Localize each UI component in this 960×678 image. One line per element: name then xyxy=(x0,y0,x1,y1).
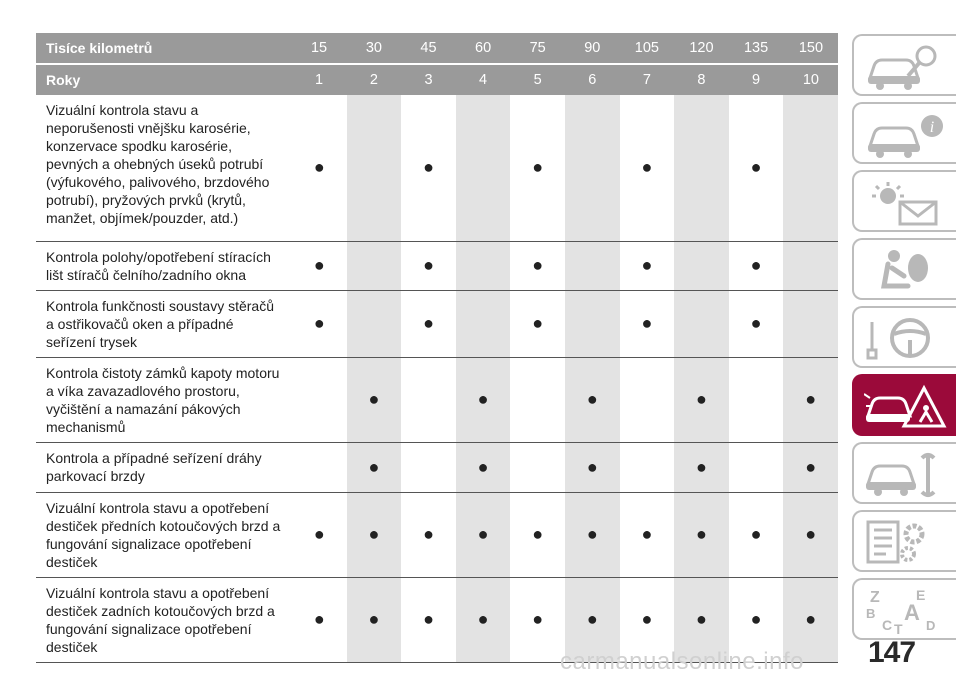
check-marker: ● xyxy=(696,456,707,477)
operation-label-line: destiček xyxy=(46,553,98,570)
interval-cell xyxy=(783,442,838,492)
svg-text:i: i xyxy=(929,119,935,136)
interval-cell xyxy=(401,241,456,290)
interval-cell xyxy=(674,442,729,492)
index-letter: D xyxy=(926,618,936,633)
operation-label xyxy=(36,241,292,290)
interval-cell xyxy=(456,290,511,357)
interval-cell xyxy=(565,442,620,492)
interval-cell xyxy=(620,492,675,577)
tab-seat-airbag[interactable] xyxy=(852,238,956,300)
interval-cell xyxy=(456,442,511,492)
operation-label-line: vyčištění a namazání pákových xyxy=(46,400,241,417)
year-cell: 4 xyxy=(456,64,511,95)
index-letter: B xyxy=(866,606,876,621)
check-marker: ● xyxy=(532,157,544,178)
operation-label-line: Vizuální kontrola stavu a opotřebení xyxy=(46,584,270,601)
operation-label-line: pevných a ohebných úseků potrubí xyxy=(46,156,264,172)
spec-sheet-gears-icon xyxy=(864,518,948,568)
operation-label-line: a víka zavazadlového prostoru, xyxy=(46,382,240,399)
interval-cell xyxy=(783,95,838,241)
km-cell: 45 xyxy=(401,33,456,64)
interval-cell xyxy=(729,241,784,290)
tab-maintenance[interactable] xyxy=(852,442,956,504)
km-cell: 120 xyxy=(674,33,729,64)
interval-cell xyxy=(401,492,456,577)
km-cell: 105 xyxy=(620,33,675,64)
interval-cell xyxy=(401,442,456,492)
year-cell: 6 xyxy=(565,64,620,95)
check-marker: ● xyxy=(368,456,380,477)
operation-label xyxy=(36,442,292,492)
check-marker: ● xyxy=(423,524,434,544)
check-marker: ● xyxy=(805,609,817,629)
km-cell: 30 xyxy=(347,33,402,64)
check-marker: ● xyxy=(532,313,544,333)
year-cell: 1 xyxy=(292,64,347,95)
year-cell: 7 xyxy=(620,64,675,95)
schedule-row xyxy=(36,290,838,357)
check-marker: ● xyxy=(368,609,380,629)
schedule-row xyxy=(36,241,838,290)
interval-cell xyxy=(620,290,675,357)
interval-cell xyxy=(674,241,729,290)
operation-label xyxy=(36,577,292,662)
tab-index[interactable] xyxy=(852,578,956,640)
check-marker: ● xyxy=(423,157,434,178)
operation-label-line: lišt stíračů čelního/zadního okna xyxy=(46,266,247,283)
interval-cell xyxy=(674,357,729,442)
tab-car-info[interactable] xyxy=(852,102,956,164)
interval-cell xyxy=(510,492,565,577)
operation-label-line: Vizuální kontrola stavu a xyxy=(46,102,199,118)
check-marker: ● xyxy=(532,609,544,629)
watermark: carmanualsonline.info xyxy=(560,648,804,675)
interval-cell xyxy=(565,492,620,577)
check-marker: ● xyxy=(477,524,489,544)
operation-label-line: Kontrola a případné seřízení dráhy xyxy=(46,449,262,466)
interval-cell xyxy=(510,290,565,357)
check-marker: ● xyxy=(586,456,598,477)
interval-cell xyxy=(292,357,347,442)
interval-cell xyxy=(456,95,511,241)
operation-label xyxy=(36,492,292,577)
operation-label-line: destiček xyxy=(46,638,98,655)
index-letter: A xyxy=(904,600,920,625)
check-marker: ● xyxy=(313,255,325,275)
interval-cell xyxy=(292,442,347,492)
check-marker: ● xyxy=(696,609,707,629)
interval-cell xyxy=(292,290,347,357)
interval-cell xyxy=(565,290,620,357)
interval-cell xyxy=(565,95,620,241)
check-marker: ● xyxy=(586,389,598,409)
header-km-label: Tisíce kilometrů xyxy=(36,33,292,64)
check-marker: ● xyxy=(641,313,653,333)
operation-label-line: (výfukového, palivového, brzdového xyxy=(46,174,270,190)
operation-label-line: neporušenosti vnějšku karosérie, xyxy=(46,120,251,136)
interval-cell xyxy=(510,357,565,442)
operation-label-line: Kontrola čistoty zámků kapoty motoru xyxy=(46,364,280,381)
tab-warning-lights[interactable] xyxy=(852,170,956,232)
interval-cell xyxy=(347,492,402,577)
seat-airbag-icon xyxy=(864,246,948,296)
check-marker: ● xyxy=(750,609,762,629)
interval-cell xyxy=(620,95,675,241)
check-marker: ● xyxy=(750,255,762,275)
check-marker: ● xyxy=(477,456,489,477)
interval-cell xyxy=(729,95,784,241)
interval-cell xyxy=(783,290,838,357)
interval-cell xyxy=(674,290,729,357)
km-cell: 15 xyxy=(292,33,347,64)
interval-cell xyxy=(347,95,402,241)
check-marker: ● xyxy=(313,313,325,333)
interval-cell xyxy=(620,241,675,290)
steering-wheel-key-icon xyxy=(864,314,948,364)
header-row-km xyxy=(36,33,838,64)
check-marker: ● xyxy=(805,456,817,477)
check-marker: ● xyxy=(368,524,380,544)
interval-cell xyxy=(674,492,729,577)
year-cell: 5 xyxy=(510,64,565,95)
interval-cell xyxy=(401,290,456,357)
car-crash-warning-icon xyxy=(864,382,948,432)
operation-label-line: potrubí), pryžových prvků (krytů, xyxy=(46,192,246,208)
interval-cell xyxy=(729,290,784,357)
interval-cell xyxy=(729,492,784,577)
interval-cell xyxy=(456,241,511,290)
operation-label xyxy=(36,357,292,442)
interval-cell xyxy=(347,290,402,357)
check-marker: ● xyxy=(641,524,653,544)
km-cell: 135 xyxy=(729,33,784,64)
index-letter: C xyxy=(882,617,893,633)
check-marker: ● xyxy=(641,609,653,629)
operation-label-line: fungování signalizace opotřebení xyxy=(46,535,252,552)
schedule-row xyxy=(36,95,838,241)
page-number: 147 xyxy=(868,636,916,669)
index-letter: E xyxy=(916,587,926,603)
interval-cell xyxy=(292,577,347,662)
operation-label-line: Kontrola polohy/opotřebení stíracích xyxy=(46,248,271,265)
warning-lights-message-icon xyxy=(864,178,948,228)
check-marker: ● xyxy=(750,313,762,333)
check-marker: ● xyxy=(532,524,544,544)
interval-cell xyxy=(729,357,784,442)
interval-cell xyxy=(292,241,347,290)
km-cell: 60 xyxy=(456,33,511,64)
interval-cell xyxy=(292,492,347,577)
interval-cell xyxy=(783,241,838,290)
interval-cell xyxy=(674,95,729,241)
interval-cell xyxy=(292,95,347,241)
check-marker: ● xyxy=(423,313,434,333)
operation-label-line: destiček předních kotoučových brzd a xyxy=(46,517,281,534)
header-years-label: Roky xyxy=(36,64,292,95)
check-marker: ● xyxy=(696,524,707,544)
interval-cell xyxy=(510,577,565,662)
tab-car-key[interactable] xyxy=(852,34,956,96)
interval-cell xyxy=(510,442,565,492)
km-cell: 90 xyxy=(565,33,620,64)
interval-cell xyxy=(620,442,675,492)
interval-cell xyxy=(347,577,402,662)
tab-steering-wheel[interactable] xyxy=(852,306,956,368)
km-cell: 150 xyxy=(783,33,838,64)
check-marker: ● xyxy=(423,609,434,629)
operation-label-line: mechanismů xyxy=(46,418,126,435)
interval-cell xyxy=(347,241,402,290)
tab-technical-data[interactable] xyxy=(852,510,956,572)
interval-cell xyxy=(783,492,838,577)
check-marker: ● xyxy=(586,609,598,629)
check-marker: ● xyxy=(750,157,762,178)
interval-cell xyxy=(456,357,511,442)
check-marker: ● xyxy=(477,609,489,629)
maintenance-schedule-table xyxy=(36,33,838,663)
header-row-years xyxy=(36,64,838,95)
interval-cell xyxy=(783,357,838,442)
year-cell: 10 xyxy=(783,64,838,95)
year-cell: 3 xyxy=(401,64,456,95)
car-key-icon xyxy=(864,42,948,92)
km-cell: 75 xyxy=(510,33,565,64)
schedule-row xyxy=(36,492,838,577)
interval-cell xyxy=(347,442,402,492)
check-marker: ● xyxy=(641,255,653,275)
schedule-row xyxy=(36,357,838,442)
check-marker: ● xyxy=(532,255,544,275)
operation-label-line: konzervace spodku karosérie, xyxy=(46,138,232,154)
interval-cell xyxy=(510,241,565,290)
car-info-icon xyxy=(864,110,948,160)
check-marker: ● xyxy=(750,524,762,544)
interval-cell xyxy=(347,357,402,442)
interval-cell xyxy=(565,357,620,442)
operation-label xyxy=(36,290,292,357)
operation-label-line: destiček zadních kotoučových brzd a xyxy=(46,602,275,619)
tab-emergency[interactable] xyxy=(852,374,956,436)
check-marker: ● xyxy=(313,157,325,178)
interval-cell xyxy=(620,357,675,442)
interval-cell xyxy=(510,95,565,241)
interval-cell xyxy=(401,95,456,241)
interval-cell xyxy=(565,241,620,290)
interval-cell xyxy=(456,492,511,577)
operation-label-line: Kontrola funkčnosti soustavy stěračů xyxy=(46,297,275,314)
year-cell: 8 xyxy=(674,64,729,95)
year-cell: 2 xyxy=(347,64,402,95)
interval-cell xyxy=(401,357,456,442)
operation-label-line: manžet, objímek/pouzder, atd.) xyxy=(46,210,239,226)
schedule-body xyxy=(36,95,838,662)
check-marker: ● xyxy=(641,157,653,178)
check-marker: ● xyxy=(586,524,598,544)
check-marker: ● xyxy=(423,255,434,275)
check-marker: ● xyxy=(313,609,325,629)
schedule-row xyxy=(36,442,838,492)
check-marker: ● xyxy=(368,389,380,409)
interval-cell xyxy=(456,577,511,662)
interval-cell xyxy=(401,577,456,662)
check-marker: ● xyxy=(805,389,817,409)
operation-label-line: fungování signalizace opotřebení xyxy=(46,620,252,637)
operation-label xyxy=(36,95,292,241)
interval-cell xyxy=(729,442,784,492)
check-marker: ● xyxy=(313,524,325,544)
operation-label-line: seřízení trysek xyxy=(46,333,138,350)
check-marker: ● xyxy=(477,389,489,409)
operation-label-line: a ostřikovačů oken a případné xyxy=(46,315,234,332)
operation-label-line: Vizuální kontrola stavu a opotřebení xyxy=(46,499,270,516)
car-wrench-icon xyxy=(864,450,948,500)
year-cell: 9 xyxy=(729,64,784,95)
check-marker: ● xyxy=(805,524,817,544)
check-marker: ● xyxy=(696,389,707,409)
index-letter: T xyxy=(894,621,903,636)
operation-label-line: parkovací brzdy xyxy=(46,467,145,484)
index-letter: Z xyxy=(870,589,880,606)
alphabet-index-icon xyxy=(864,586,948,636)
